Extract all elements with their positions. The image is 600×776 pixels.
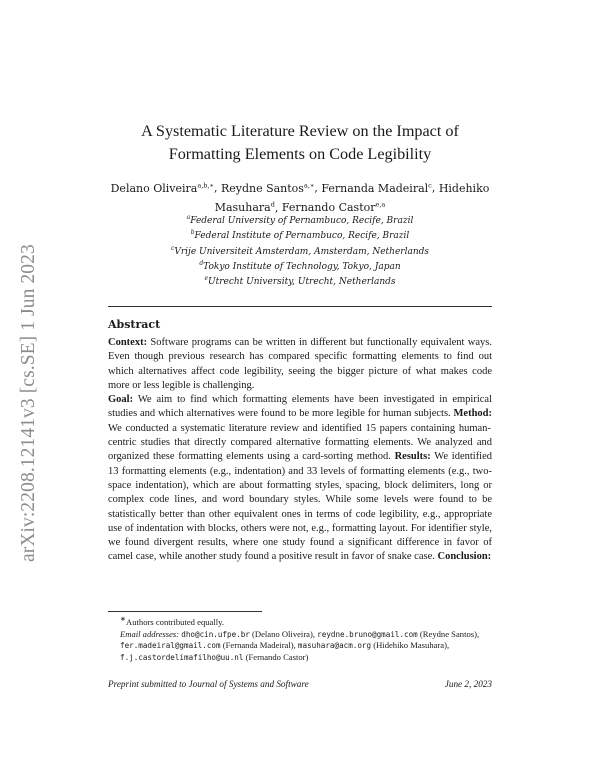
- results-text: We identified 13 formatting elements (e.g., indentation) and 33 levels of formatting elements (e.g., two-space indentation), which are about formatting styles, spacing, block delimiters, long or complex code lines, and word boundary styles. While some levels were found to be statistically better than other equivalent ones in terms of code legibility, e.g., appropriate use of indentation with blocks, others were not, e.g., formatting layout. For identifier style, we found divergent results, where one study found a significant difference in favor of camel case, while another study found a positive result in favor of snake case.: [108, 451, 493, 563]
- footer-date: June 2, 2023: [444, 679, 492, 689]
- context-text: Software programs can be written in different but functionally equivalent ways. Even though previous research has compared specific formatting elements to find out which alternatives affect code legibility, seeing the bigger picture of what makes code more or less legible is challenging.: [108, 337, 492, 391]
- method-label: Method:: [453, 408, 492, 420]
- footnote-rule: [108, 611, 262, 612]
- email-link[interactable]: reydne.bruno@gmail.com: [317, 629, 418, 639]
- paper-title: [100, 120, 500, 166]
- abstract-top-rule: [108, 306, 492, 307]
- author: Fernanda Madeiral$^c$: [321, 181, 432, 195]
- author-list: Delano Oliveira$^{a,b,∗}$, Reydne Santos$^{a,∗}$, Fernanda Madeiral$^c$, Hidehiko Masuhara$^d$, Fernando Castor$^{e,a}$: [110, 181, 490, 215]
- email-link[interactable]: f.j.castordelimafilho@uu.nl: [120, 653, 244, 663]
- footer-journal: Preprint submitted to Journal of Systems and Software: [108, 679, 309, 689]
- email-link[interactable]: fer.madeiral@gmail.com: [120, 641, 221, 651]
- arxiv-identifier: arXiv:2208.12141v3 [cs.SE] 1 Jun 2023: [18, 244, 39, 562]
- affiliation: $^e$Utrecht University, Utrecht, Netherlands: [204, 275, 396, 288]
- title-line-1: A Systematic Literature Review on the Impact of: [141, 122, 459, 140]
- context-label: Context:: [108, 337, 148, 348]
- affiliation-list: [108, 212, 492, 288]
- conclusion-label: Conclusion:: [437, 551, 492, 563]
- author: Fernando Castor$^{e,a}$: [281, 200, 386, 215]
- method-text: We conducted a systematic literature review and identified 15 papers containing human-centric studies that directly compared alternative formatting elements. We analyzed and organized these formatting elements using a card-sorting method.: [108, 422, 492, 463]
- footnote-emails: Email addresses: dho@cin.ufpe.br (Delano Oliveira), reydne.bruno@gmail.com (Reydne Santos), fer.madeiral@gmail.com (Fernanda Madeiral), masuhara@acm.org (Hidehiko Masuhara), f.j.castordelimafilho@uu.nl (Fernando Castor): [120, 628, 480, 663]
- affiliation: $^b$Federal Institute of Pernambuco, Recife, Brazil: [190, 229, 410, 242]
- page-footer: [108, 679, 492, 689]
- affiliation: $^c$Vrije Universiteit Amsterdam, Amsterdam, Netherlands: [170, 244, 430, 257]
- email-link[interactable]: dho@cin.ufpe.br: [181, 629, 250, 639]
- abstract-body: [108, 336, 492, 565]
- email-link[interactable]: masuhara@acm.org: [297, 641, 372, 651]
- affiliation: $^d$Tokyo Institute of Technology, Tokyo, Japan: [199, 259, 401, 272]
- footnotes: [108, 614, 492, 664]
- goal-text: We aim to find which formatting elements have been investigated in empirical studies and which alternatives were found to be more legible for human subjects.: [108, 394, 492, 420]
- footnote-equal-contribution: ∗Authors contributed equally.: [120, 615, 225, 627]
- abstract-heading: Abstract: [108, 318, 161, 331]
- results-label: Results:: [394, 451, 431, 463]
- title-line-2: Formatting Elements on Code Legibility: [168, 145, 432, 163]
- author: Delano Oliveira$^{a,b,∗}$: [110, 181, 214, 195]
- author: Reydne Santos$^{a,∗}$: [220, 181, 315, 195]
- goal-label: Goal:: [108, 394, 134, 406]
- author: Hidehiko Masuhara$^d$: [214, 181, 490, 215]
- affiliation: $^a$Federal University of Pernambuco, Recife, Brazil: [186, 214, 414, 226]
